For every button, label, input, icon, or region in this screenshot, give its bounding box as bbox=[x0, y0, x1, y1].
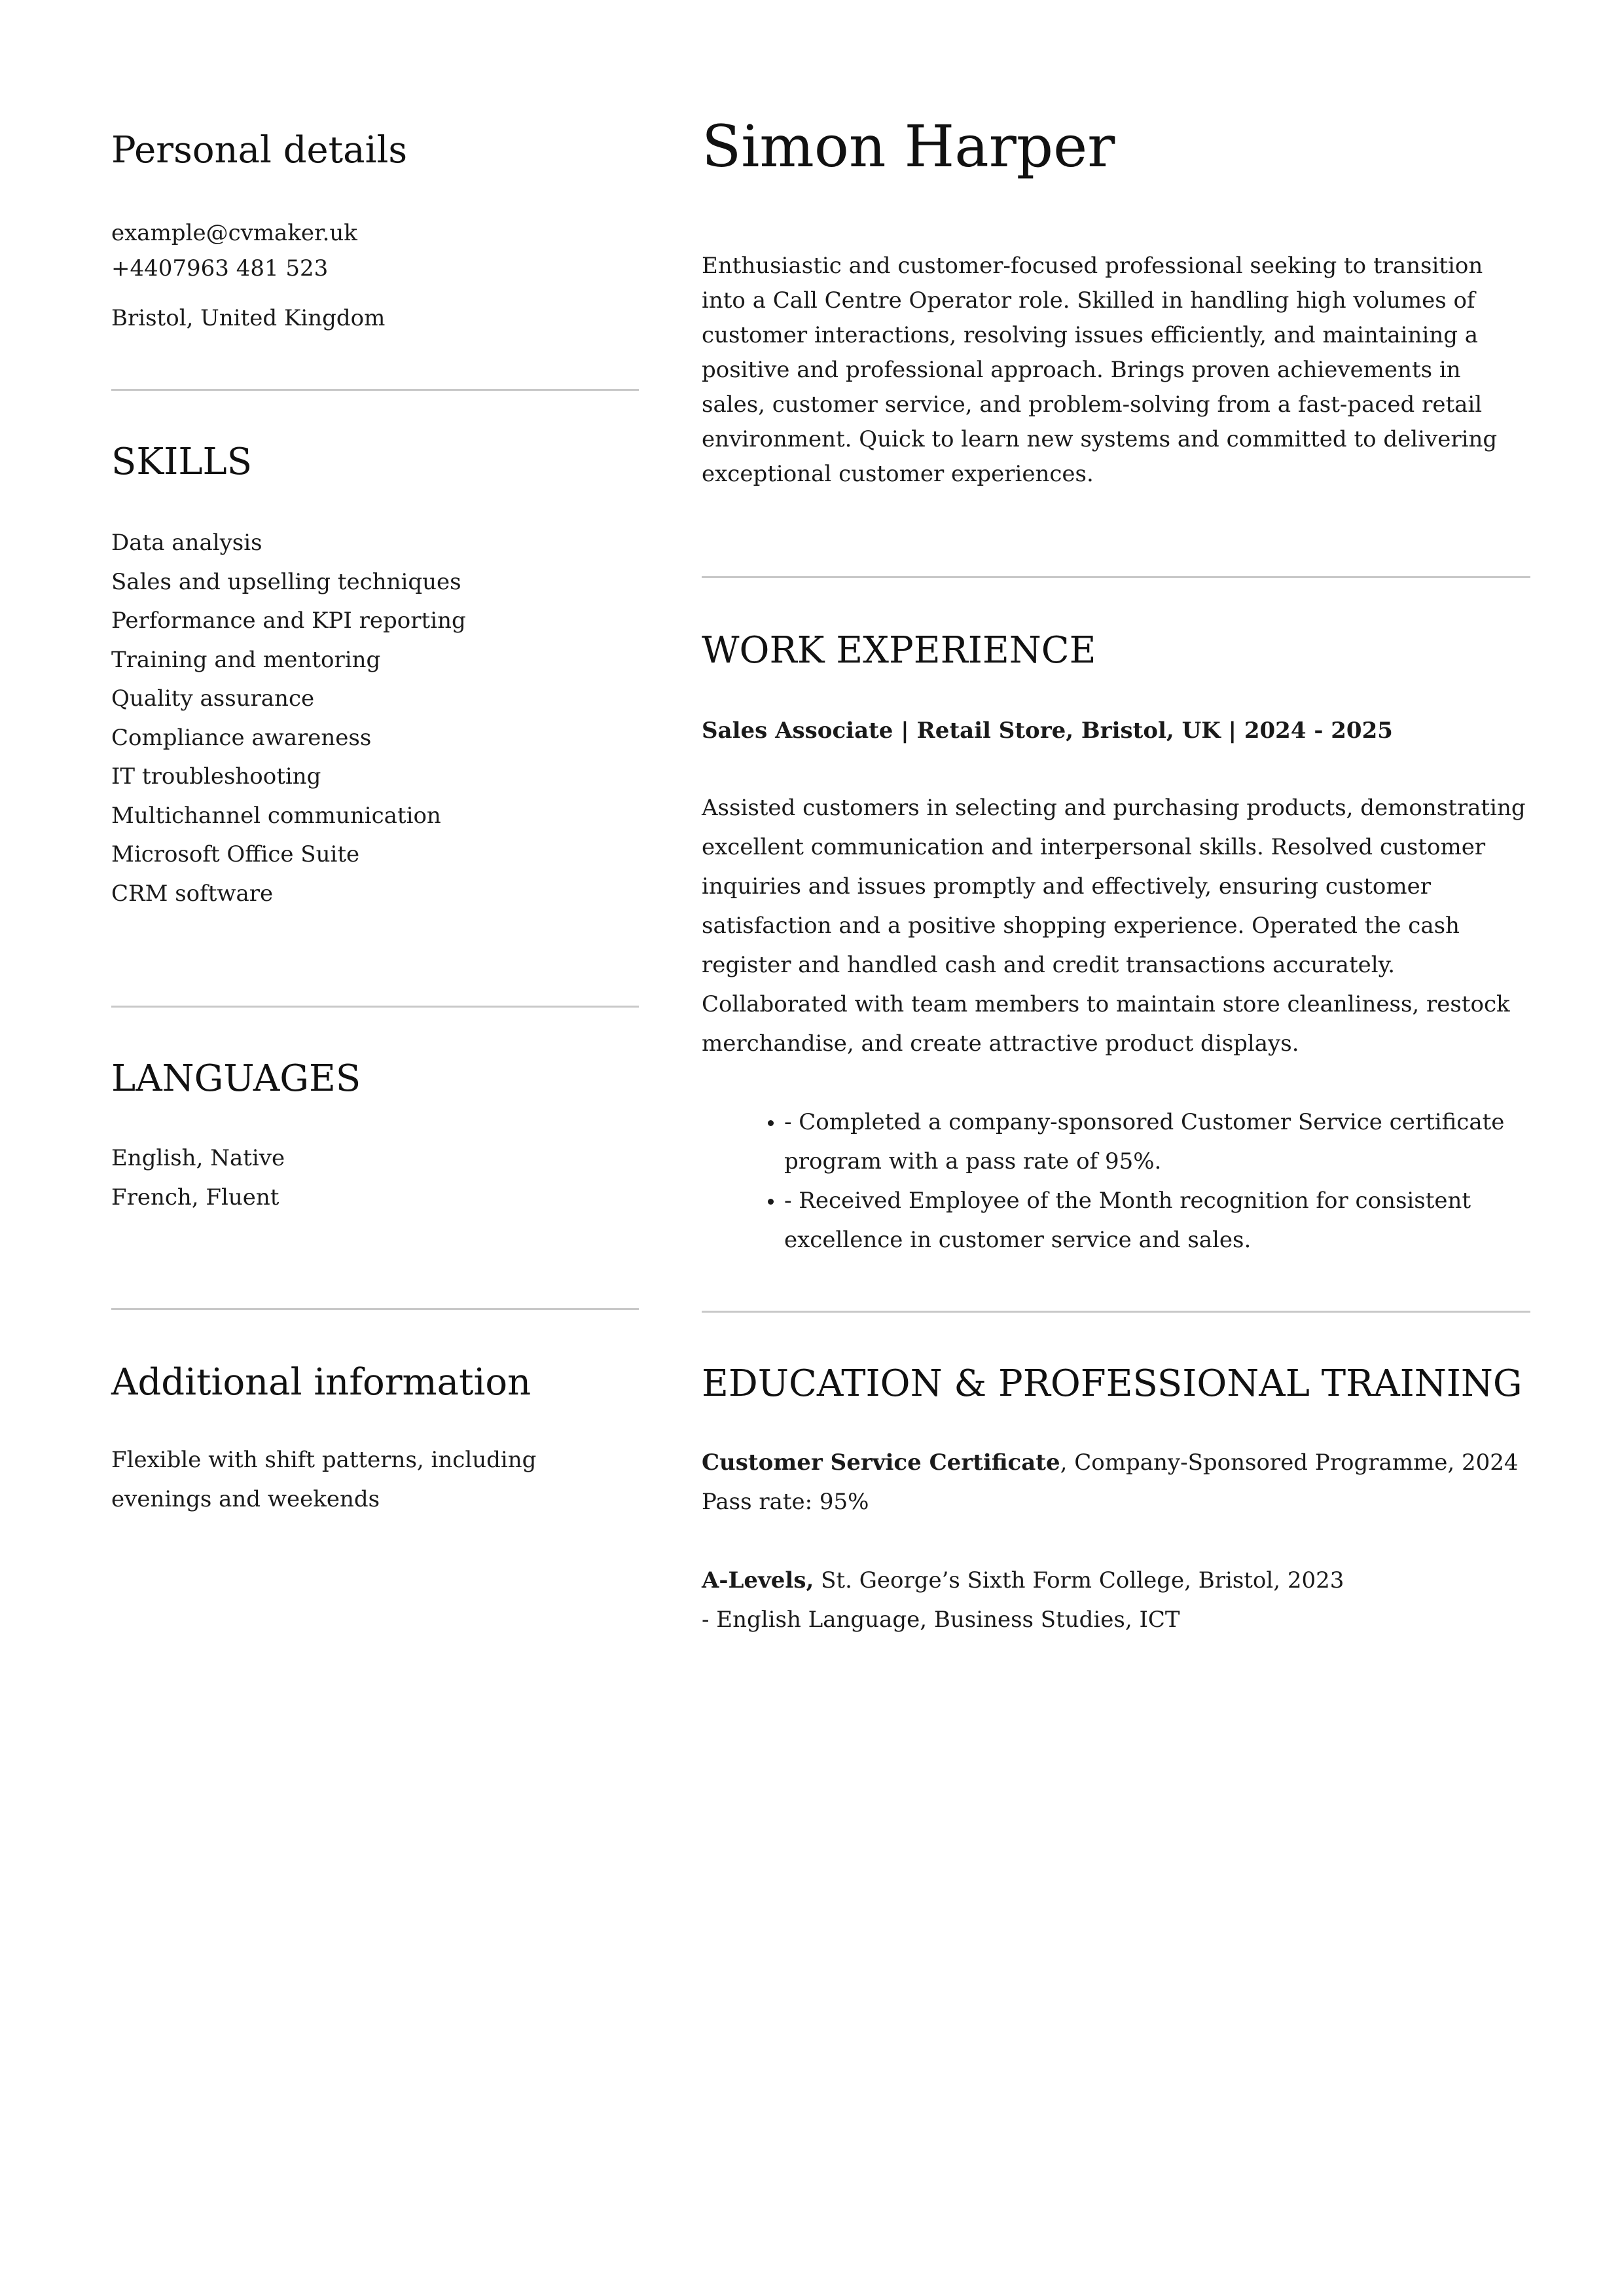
personal-details-heading: Personal details bbox=[111, 129, 408, 172]
skill-item: Data analysis bbox=[111, 530, 262, 556]
education-entry-detail: - English Language, Business Studies, ICT bbox=[702, 1607, 1180, 1633]
skill-item: Performance and KPI reporting bbox=[111, 608, 466, 634]
job-title: Sales Associate | Retail Store, Bristol, UK | 2024 - 2025 bbox=[702, 718, 1393, 744]
profile-summary: Enthusiastic and customer-focused professional seeking to transition into a Call Centre Operator role. Skilled in handling high volumes of customer interactions, resolving issues efficiently, and maintaining a positive and professional approach. Brings proven achievements in sales, customer service, and problem-solving from a fast-paced retail environment. Quick to learn new systems and committed to delivering exceptional customer experiences. bbox=[702, 253, 1498, 487]
additional-info-text: Flexible with shift patterns, including evenings and weekends bbox=[111, 1447, 537, 1512]
language-item: French, Fluent bbox=[111, 1184, 279, 1211]
divider bbox=[111, 1006, 639, 1008]
skill-item: Training and mentoring bbox=[111, 646, 381, 673]
skill-item: Compliance awareness bbox=[111, 724, 372, 751]
education-entry bbox=[702, 1443, 1530, 1522]
education-entry-title: Customer Service Certificate bbox=[702, 1449, 1060, 1476]
education-entry bbox=[702, 1561, 1530, 1639]
divider bbox=[702, 1311, 1530, 1313]
skills-list bbox=[111, 524, 639, 913]
skill-item: IT troubleshooting bbox=[111, 763, 321, 790]
education-entry-rest: St. George’s Sixth Form College, Bristol, 2023 bbox=[814, 1567, 1344, 1594]
achievement-item: • - Completed a company-sponsored Customer Service certificate program with a pass rate of 95%. bbox=[784, 1102, 1530, 1181]
skill-item: Quality assurance bbox=[111, 685, 315, 712]
location-text: Bristol, United Kingdom bbox=[111, 305, 386, 331]
divider bbox=[702, 576, 1530, 578]
skills-heading: SKILLS bbox=[111, 441, 253, 483]
email-text: example@cvmaker.uk bbox=[111, 220, 357, 246]
achievements-list bbox=[702, 1102, 1530, 1260]
additional-info-heading: Additional information bbox=[111, 1361, 532, 1404]
education-entry-line bbox=[702, 1443, 1530, 1482]
work-experience-heading: WORK EXPERIENCE bbox=[702, 629, 1096, 672]
achievement-item: • - Received Employee of the Month recognition for consistent excellence in customer service and sales. bbox=[784, 1181, 1530, 1260]
phone-text: +4407963 481 523 bbox=[111, 255, 329, 282]
language-item: English, Native bbox=[111, 1145, 285, 1171]
candidate-name: Simon Harper bbox=[702, 113, 1115, 180]
divider bbox=[111, 389, 639, 391]
job-description: Assisted customers in selecting and purchasing products, demonstrating excellent communication and interpersonal skills. Resolved customer inquiries and issues promptly and effectively, ensuring customer satisfaction and a positive shopping experience. Operated the cash register and handled cash and credit transactions accurately. Collaborated with team members to maintain store cleanliness, restock merchandise, and create attractive product displays. bbox=[702, 795, 1526, 1057]
languages-heading: LANGUAGES bbox=[111, 1057, 361, 1100]
skill-item: CRM software bbox=[111, 880, 274, 907]
divider bbox=[111, 1308, 639, 1310]
education-entry-title: A-Levels, bbox=[702, 1567, 814, 1594]
education-heading: EDUCATION & PROFESSIONAL TRAINING bbox=[702, 1362, 1523, 1405]
languages-list bbox=[111, 1139, 639, 1217]
skill-item: Sales and upselling techniques bbox=[111, 568, 461, 595]
education-entry-rest: , Company-Sponsored Programme, 2024 bbox=[1060, 1449, 1519, 1476]
skill-item: Multichannel communication bbox=[111, 802, 441, 829]
skill-item: Microsoft Office Suite bbox=[111, 841, 360, 867]
education-entry-detail: Pass rate: 95% bbox=[702, 1489, 869, 1515]
education-entry-line bbox=[702, 1561, 1530, 1600]
